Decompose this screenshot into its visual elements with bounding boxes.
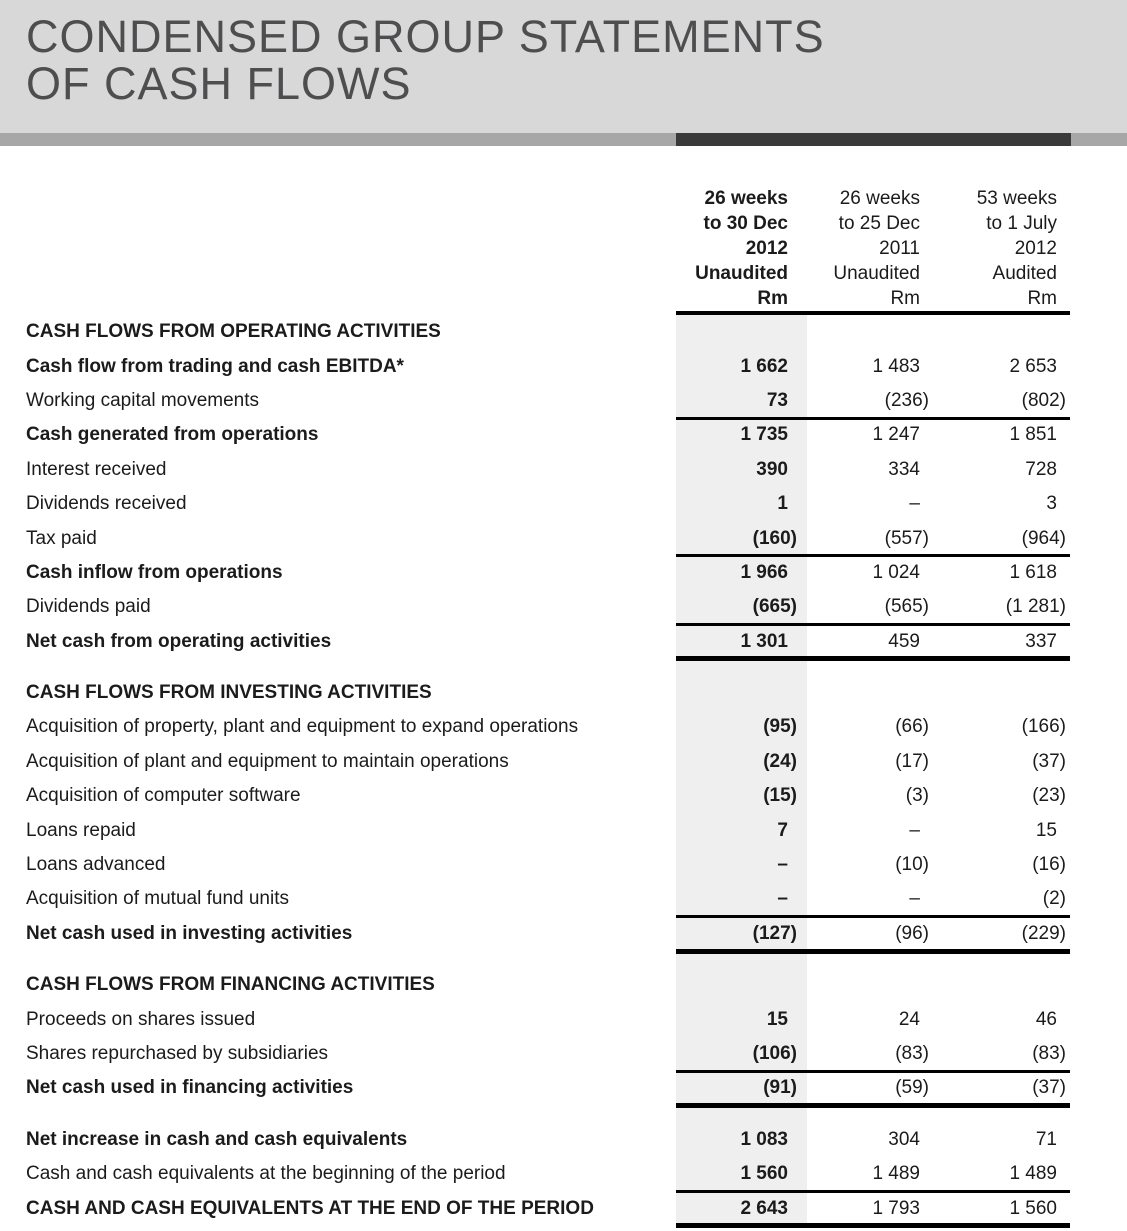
negative-value: (66)	[895, 716, 929, 738]
value-cell: 1	[777, 493, 788, 515]
negative-value: (229)	[1021, 922, 1066, 944]
value-cell: 7	[777, 819, 788, 841]
negative-value: (1 281)	[1005, 596, 1066, 618]
negative-value: (557)	[884, 527, 929, 549]
value-cell: 1 966	[740, 561, 788, 583]
value-cell	[938, 528, 1069, 550]
page-header	[0, 0, 1127, 133]
value-cell: 1 560	[1009, 1197, 1057, 1219]
column-header-line: 26 weeks	[704, 188, 788, 209]
negative-value: (17)	[895, 750, 929, 772]
table-row	[0, 917, 1070, 951]
negative-value: (236)	[884, 389, 929, 411]
value-cell	[807, 1077, 938, 1099]
value-cell	[938, 1077, 1069, 1099]
negative-value: (59)	[895, 1077, 929, 1099]
column-header-line: 2012	[1014, 238, 1057, 259]
negative-value: (802)	[1021, 389, 1066, 411]
row-label: Cash generated from operations	[26, 424, 319, 446]
table-row	[0, 521, 1070, 555]
value-cell: 24	[898, 1008, 920, 1030]
negative-value: (83)	[1032, 1043, 1066, 1064]
page-title-line1: CONDENSED GROUP STATEMENTS	[26, 11, 825, 62]
negative-value: (964)	[1021, 527, 1066, 549]
value-cell	[807, 1043, 938, 1065]
table-row	[0, 1071, 1070, 1105]
row-label: Dividends paid	[26, 596, 151, 618]
negative-value: (2)	[1042, 888, 1066, 910]
negative-value: (37)	[1032, 750, 1066, 772]
table-row	[0, 625, 1070, 659]
row-label: Cash inflow from operations	[26, 561, 283, 583]
accent-bar-left-segment	[0, 133, 676, 146]
table-row	[0, 556, 1070, 590]
negative-value: (3)	[905, 785, 929, 807]
value-cell	[807, 528, 938, 550]
value-cell	[807, 390, 938, 412]
table-row	[0, 813, 1070, 847]
value-cell: 71	[1035, 1128, 1057, 1150]
negative-value: (565)	[884, 596, 929, 618]
table-rule	[676, 554, 1070, 557]
table-rule	[676, 949, 1070, 954]
page-title	[26, 13, 825, 107]
value-cell: 73	[766, 389, 788, 411]
table-rule	[676, 623, 1070, 626]
value-cell	[938, 1043, 1069, 1065]
negative-value: (95)	[763, 716, 797, 738]
value-cell	[938, 854, 1069, 876]
value-cell: 1 024	[872, 561, 920, 583]
value-cell: 1 489	[1009, 1163, 1057, 1185]
row-label: Acquisition of computer software	[26, 785, 301, 807]
column-header-line: to 1 July	[986, 213, 1057, 234]
table-row	[0, 710, 1070, 744]
row-label: CASH FLOWS FROM OPERATING ACTIVITIES	[26, 321, 441, 343]
value-cell	[938, 716, 1069, 738]
negative-value: (96)	[895, 922, 929, 944]
value-cell: –	[909, 819, 920, 841]
column-header-line: to 30 Dec	[703, 213, 788, 234]
row-label: Loans advanced	[26, 854, 166, 876]
value-cell	[807, 751, 938, 773]
row-label: CASH FLOWS FROM INVESTING ACTIVITIES	[26, 682, 432, 704]
value-cell: 1 618	[1009, 561, 1057, 583]
negative-value: (106)	[752, 1043, 797, 1064]
value-cell	[676, 528, 807, 550]
column-headers	[0, 186, 1070, 311]
row-label: Proceeds on shares issued	[26, 1008, 256, 1030]
negative-value: (83)	[895, 1043, 929, 1064]
value-cell: 1 793	[872, 1197, 920, 1219]
row-label: CASH FLOWS FROM FINANCING ACTIVITIES	[26, 974, 435, 996]
value-cell	[938, 390, 1069, 412]
row-label: Interest received	[26, 458, 167, 480]
row-label: Loans repaid	[26, 819, 136, 841]
row-label: Net cash used in investing activities	[26, 922, 353, 944]
value-cell: 304	[888, 1128, 920, 1150]
column-header-line: 53 weeks	[976, 188, 1057, 209]
negative-value: (91)	[763, 1077, 797, 1099]
page-title-line2: OF CASH FLOWS	[26, 58, 412, 109]
table-row	[0, 779, 1070, 813]
row-label: Dividends received	[26, 493, 187, 515]
column-header-line: Rm	[757, 288, 788, 309]
negative-value: (10)	[895, 854, 929, 876]
table-rule	[676, 417, 1070, 420]
section-header-row	[0, 315, 1070, 349]
value-cell: 1 083	[740, 1128, 788, 1150]
column-header-line: Rm	[890, 288, 920, 309]
row-label: Working capital movements	[26, 389, 260, 411]
value-cell: 1 662	[740, 355, 788, 377]
table-row	[0, 848, 1070, 882]
value-cell: –	[909, 888, 920, 910]
table-row	[0, 418, 1070, 452]
column-header-0	[676, 186, 807, 311]
value-cell	[676, 751, 807, 773]
negative-value: (160)	[752, 527, 797, 549]
table-rule	[676, 1070, 1070, 1073]
row-label: Acquisition of property, plant and equipment to expand operations	[26, 716, 579, 738]
negative-value: (127)	[752, 922, 797, 944]
value-cell: –	[909, 493, 920, 515]
value-cell	[807, 923, 938, 945]
column-header-line: Unaudited	[833, 263, 920, 284]
value-cell	[676, 923, 807, 945]
column-header-2	[938, 186, 1069, 311]
value-cell: 1 483	[872, 355, 920, 377]
value-cell: 390	[756, 458, 788, 480]
row-label: Cash flow from trading and cash EBITDA*	[26, 355, 404, 377]
table-row	[0, 1123, 1070, 1157]
table-row	[0, 453, 1070, 487]
table-row	[0, 1002, 1070, 1036]
value-cell	[807, 854, 938, 876]
negative-value: (37)	[1032, 1077, 1066, 1099]
value-cell	[676, 1043, 807, 1065]
spacer-row	[0, 951, 1070, 968]
value-cell: 2 653	[1009, 355, 1057, 377]
spacer-row	[0, 1106, 1070, 1123]
row-label: Net cash used in financing activities	[26, 1077, 354, 1099]
table-rule	[676, 1223, 1070, 1228]
row-label: Acquisition of mutual fund units	[26, 888, 289, 910]
value-cell: 3	[1046, 493, 1057, 515]
table-rule	[676, 1190, 1070, 1193]
negative-value: (16)	[1032, 854, 1066, 876]
header-accent-bar	[0, 133, 1127, 146]
value-cell	[938, 596, 1069, 618]
section-header-row	[0, 968, 1070, 1002]
negative-value: (15)	[763, 785, 797, 807]
table-row	[0, 487, 1070, 521]
value-cell: –	[777, 854, 788, 876]
table-rule	[676, 656, 1070, 661]
column-header-line: 2011	[879, 238, 920, 259]
table-row	[0, 384, 1070, 418]
value-cell: 334	[888, 458, 920, 480]
column-header-line: 26 weeks	[839, 188, 920, 209]
table-row	[0, 745, 1070, 779]
value-cell: 2 643	[740, 1197, 788, 1219]
row-label: Net cash from operating activities	[26, 630, 332, 652]
table-row	[0, 1191, 1070, 1225]
value-cell: 459	[888, 630, 920, 652]
column-header-line: 2012	[745, 238, 788, 259]
table-row	[0, 882, 1070, 916]
value-cell	[938, 751, 1069, 773]
value-cell: –	[777, 888, 788, 910]
accent-bar-dark-segment	[676, 133, 1071, 146]
negative-value: (665)	[752, 596, 797, 618]
row-label: Tax paid	[26, 527, 97, 549]
value-cell	[676, 785, 807, 807]
negative-value: (24)	[763, 750, 797, 772]
value-cell	[938, 923, 1069, 945]
value-cell: 337	[1025, 630, 1057, 652]
value-cell: 1 735	[740, 424, 788, 446]
value-cell: 1 851	[1009, 424, 1057, 446]
row-label: CASH AND CASH EQUIVALENTS AT THE END OF THE PERIOD	[26, 1197, 594, 1219]
value-cell: 46	[1035, 1008, 1057, 1030]
value-cell	[676, 716, 807, 738]
cash-flow-table	[0, 315, 1070, 1226]
value-cell: 728	[1025, 458, 1057, 480]
value-cell: 15	[766, 1008, 788, 1030]
row-label: Shares repurchased by subsidiaries	[26, 1043, 329, 1064]
value-cell: 1 489	[872, 1163, 920, 1185]
table-row	[0, 590, 1070, 624]
table-row	[0, 1037, 1070, 1071]
row-label: Cash and cash equivalents at the beginning of the period	[26, 1163, 506, 1185]
section-header-row	[0, 676, 1070, 710]
value-cell: 1 560	[740, 1163, 788, 1185]
negative-value: (23)	[1032, 785, 1066, 807]
accent-bar-right-segment	[1071, 133, 1127, 146]
column-header-line: to 25 Dec	[838, 213, 920, 234]
table-rule	[676, 915, 1070, 918]
value-cell: 1 247	[872, 424, 920, 446]
value-cell	[676, 1077, 807, 1099]
column-header-1	[807, 186, 938, 311]
row-label: Acquisition of plant and equipment to maintain operations	[26, 750, 509, 772]
row-label: Net increase in cash and cash equivalents	[26, 1128, 408, 1150]
negative-value: (166)	[1021, 716, 1066, 738]
value-cell: 1 301	[740, 630, 788, 652]
value-cell	[938, 888, 1069, 910]
column-headers-spacer	[0, 186, 676, 311]
table-row	[0, 1157, 1070, 1191]
table-rule	[676, 1103, 1070, 1108]
value-cell	[807, 785, 938, 807]
column-header-line: Audited	[992, 263, 1057, 284]
value-cell	[807, 596, 938, 618]
value-cell	[676, 596, 807, 618]
value-cell	[807, 716, 938, 738]
column-header-line: Unaudited	[695, 263, 788, 284]
spacer-row	[0, 659, 1070, 676]
column-header-line: Rm	[1027, 288, 1057, 309]
value-cell	[938, 785, 1069, 807]
table-row	[0, 349, 1070, 383]
value-cell: 15	[1035, 819, 1057, 841]
